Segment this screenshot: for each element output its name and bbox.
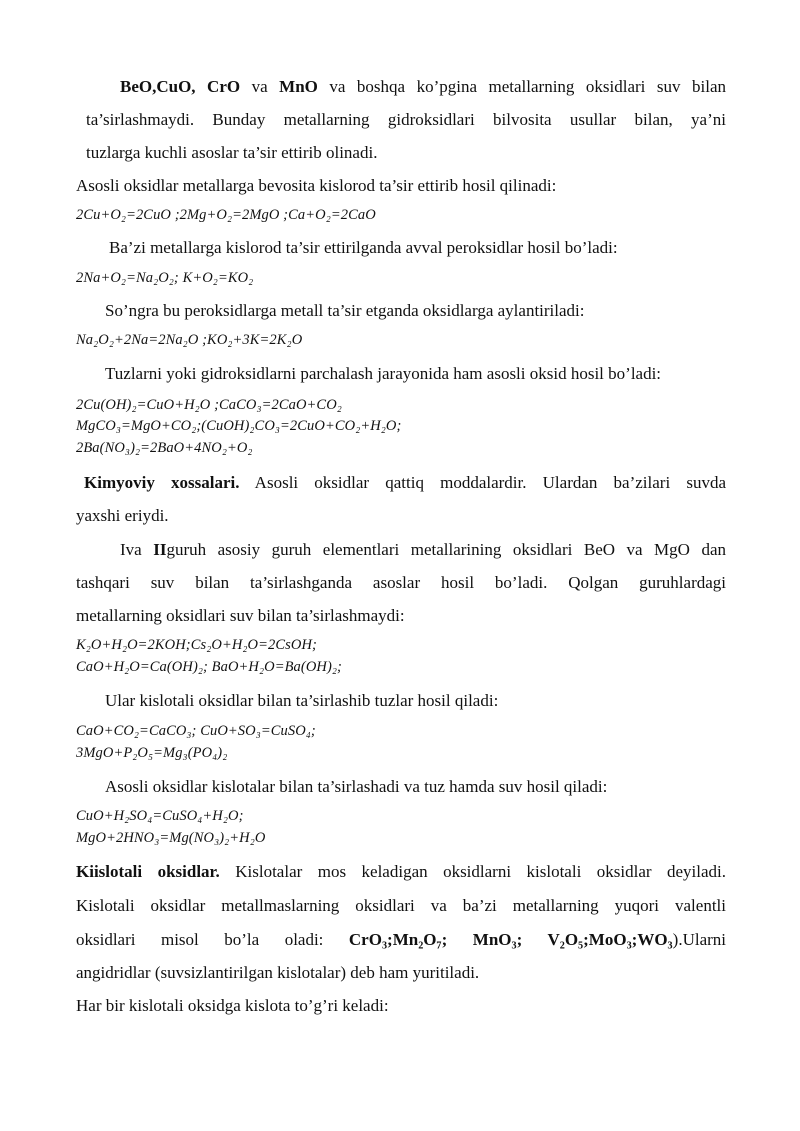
p6-line2: yaxshi eriydi. [76,506,169,525]
equation-11: CuO+H₂SO₄=CuSO₄+H₂O; [76,808,244,824]
mno-bold: MnO [279,77,318,96]
p7-line3: metallarning oksidlari suv bilan ta’sirlashmaydi: [76,606,405,625]
chem-props-heading: Kimyoviy xossalari. [84,473,240,492]
p6-line1: Kimyoviy xossalari. Asosli oksidlar qattiq moddalardir. Ulardan ba’zilari suvda [84,473,726,492]
equation-3: Na₂O₂+2Na=2Na₂O ;KO₂+3K=2K₂O [76,332,303,348]
equation-7: K₂O+H₂O=2KOH;Cs₂O+H₂O=2CsOH; [76,637,317,653]
equation-12: MgO+2HNO₃=Mg(NO₃)₂+H₂O [76,830,266,846]
equation-9: CaO+CO₂=CaCO₃; CuO+SO₃=CuSO₄; [76,723,316,739]
equation-8: CaO+H₂O=Ca(OH)₂; BaO+H₂O=Ba(OH)₂; [76,659,342,675]
p7-line2: tashqari suv bilan ta’sirlashganda asoslar hosil bo’ladi. Qolgan guruhlardagi [76,573,726,592]
p10-line3: oksidlari misol bo’la oladi: CrO₃;Mn₂O₇; MnO₃; V₂O₅;MoO₃;WO₃).Ularni [76,930,726,949]
p5-line1: Tuzlarni yoki gidroksidlarni parchalash jarayonida ham asosli oksid hosil bo’ladi: [105,364,662,383]
p7-line1: Iva IIguruh asosiy guruh elementlari metallarining oksidlari BeO va MgO dan [120,540,726,559]
equation-2: 2Na+O₂=Na₂O₂; K+O₂=KO₂ [76,270,254,286]
p3-line1: Ba’zi metallarga kislorod ta’sir ettirilganda avval peroksidlar hosil bo’ladi: [109,238,618,257]
p4-line1: So’ngra bu peroksidlarga metall ta’sir etganda oksidlarga aylantiriladi: [105,301,585,320]
p1-line2: ta’sirlashmaydi. Bunday metallarning gidroksidlari bilvosita usullar bilan, ya’ni [86,110,726,129]
acid-oxides-heading: Kiislotali oksidlar. [76,862,220,881]
p9-line1: Asosli oksidlar kislotalar bilan ta’sirlashadi va tuz hamda suv hosil qiladi: [105,777,608,796]
oxides-bold: BeO,CuO, CrO [120,77,241,96]
equation-4: 2Cu(OH)₂=CuO+H₂O ;CaCO₃=2CaO+CO₂ [76,397,342,413]
p10-line2: Kislotali oksidlar metallmaslarning oksidlari va ba’zi metallarning yuqori valentli [76,896,726,915]
p2-line1: Asosli oksidlar metallarga bevosita kislorod ta’sir ettirib hosil qilinadi: [76,176,557,195]
p11-line1: Har bir kislotali oksidga kislota to’g’ri keladi: [76,996,389,1015]
equation-10: 3MgO+P₂O₅=Mg₃(PO₄)₂ [76,745,228,761]
p1-line1: BeO,CuO, CrO va MnO va boshqa ko’pgina metallarning oksidlari suv bilan [120,77,727,96]
p10-line4: angidridlar (suvsizlantirilgan kislotalar) deb ham yuritiladi. [76,963,480,982]
equation-5: MgCO₃=MgO+CO₂;(CuOH)₂CO₃=2CuO+CO₂+H₂O; [76,418,402,434]
p1-line3: tuzlarga kuchli asoslar ta’sir ettirib olinadi. [86,143,378,162]
p10-line1: Kiislotali oksidlar. Kislotalar mos keladigan oksidlarni kislotali oksidlar deyiladi. [76,862,726,881]
equation-6: 2Ba(NO₃)₂=2BaO+4NO₂+O₂ [76,440,253,456]
p8-line1: Ular kislotali oksidlar bilan ta’sirlashib tuzlar hosil qiladi: [105,691,499,710]
equation-1: 2Cu+O₂=2CuO ;2Mg+O₂=2MgO ;Ca+O₂=2CaO [76,207,376,223]
